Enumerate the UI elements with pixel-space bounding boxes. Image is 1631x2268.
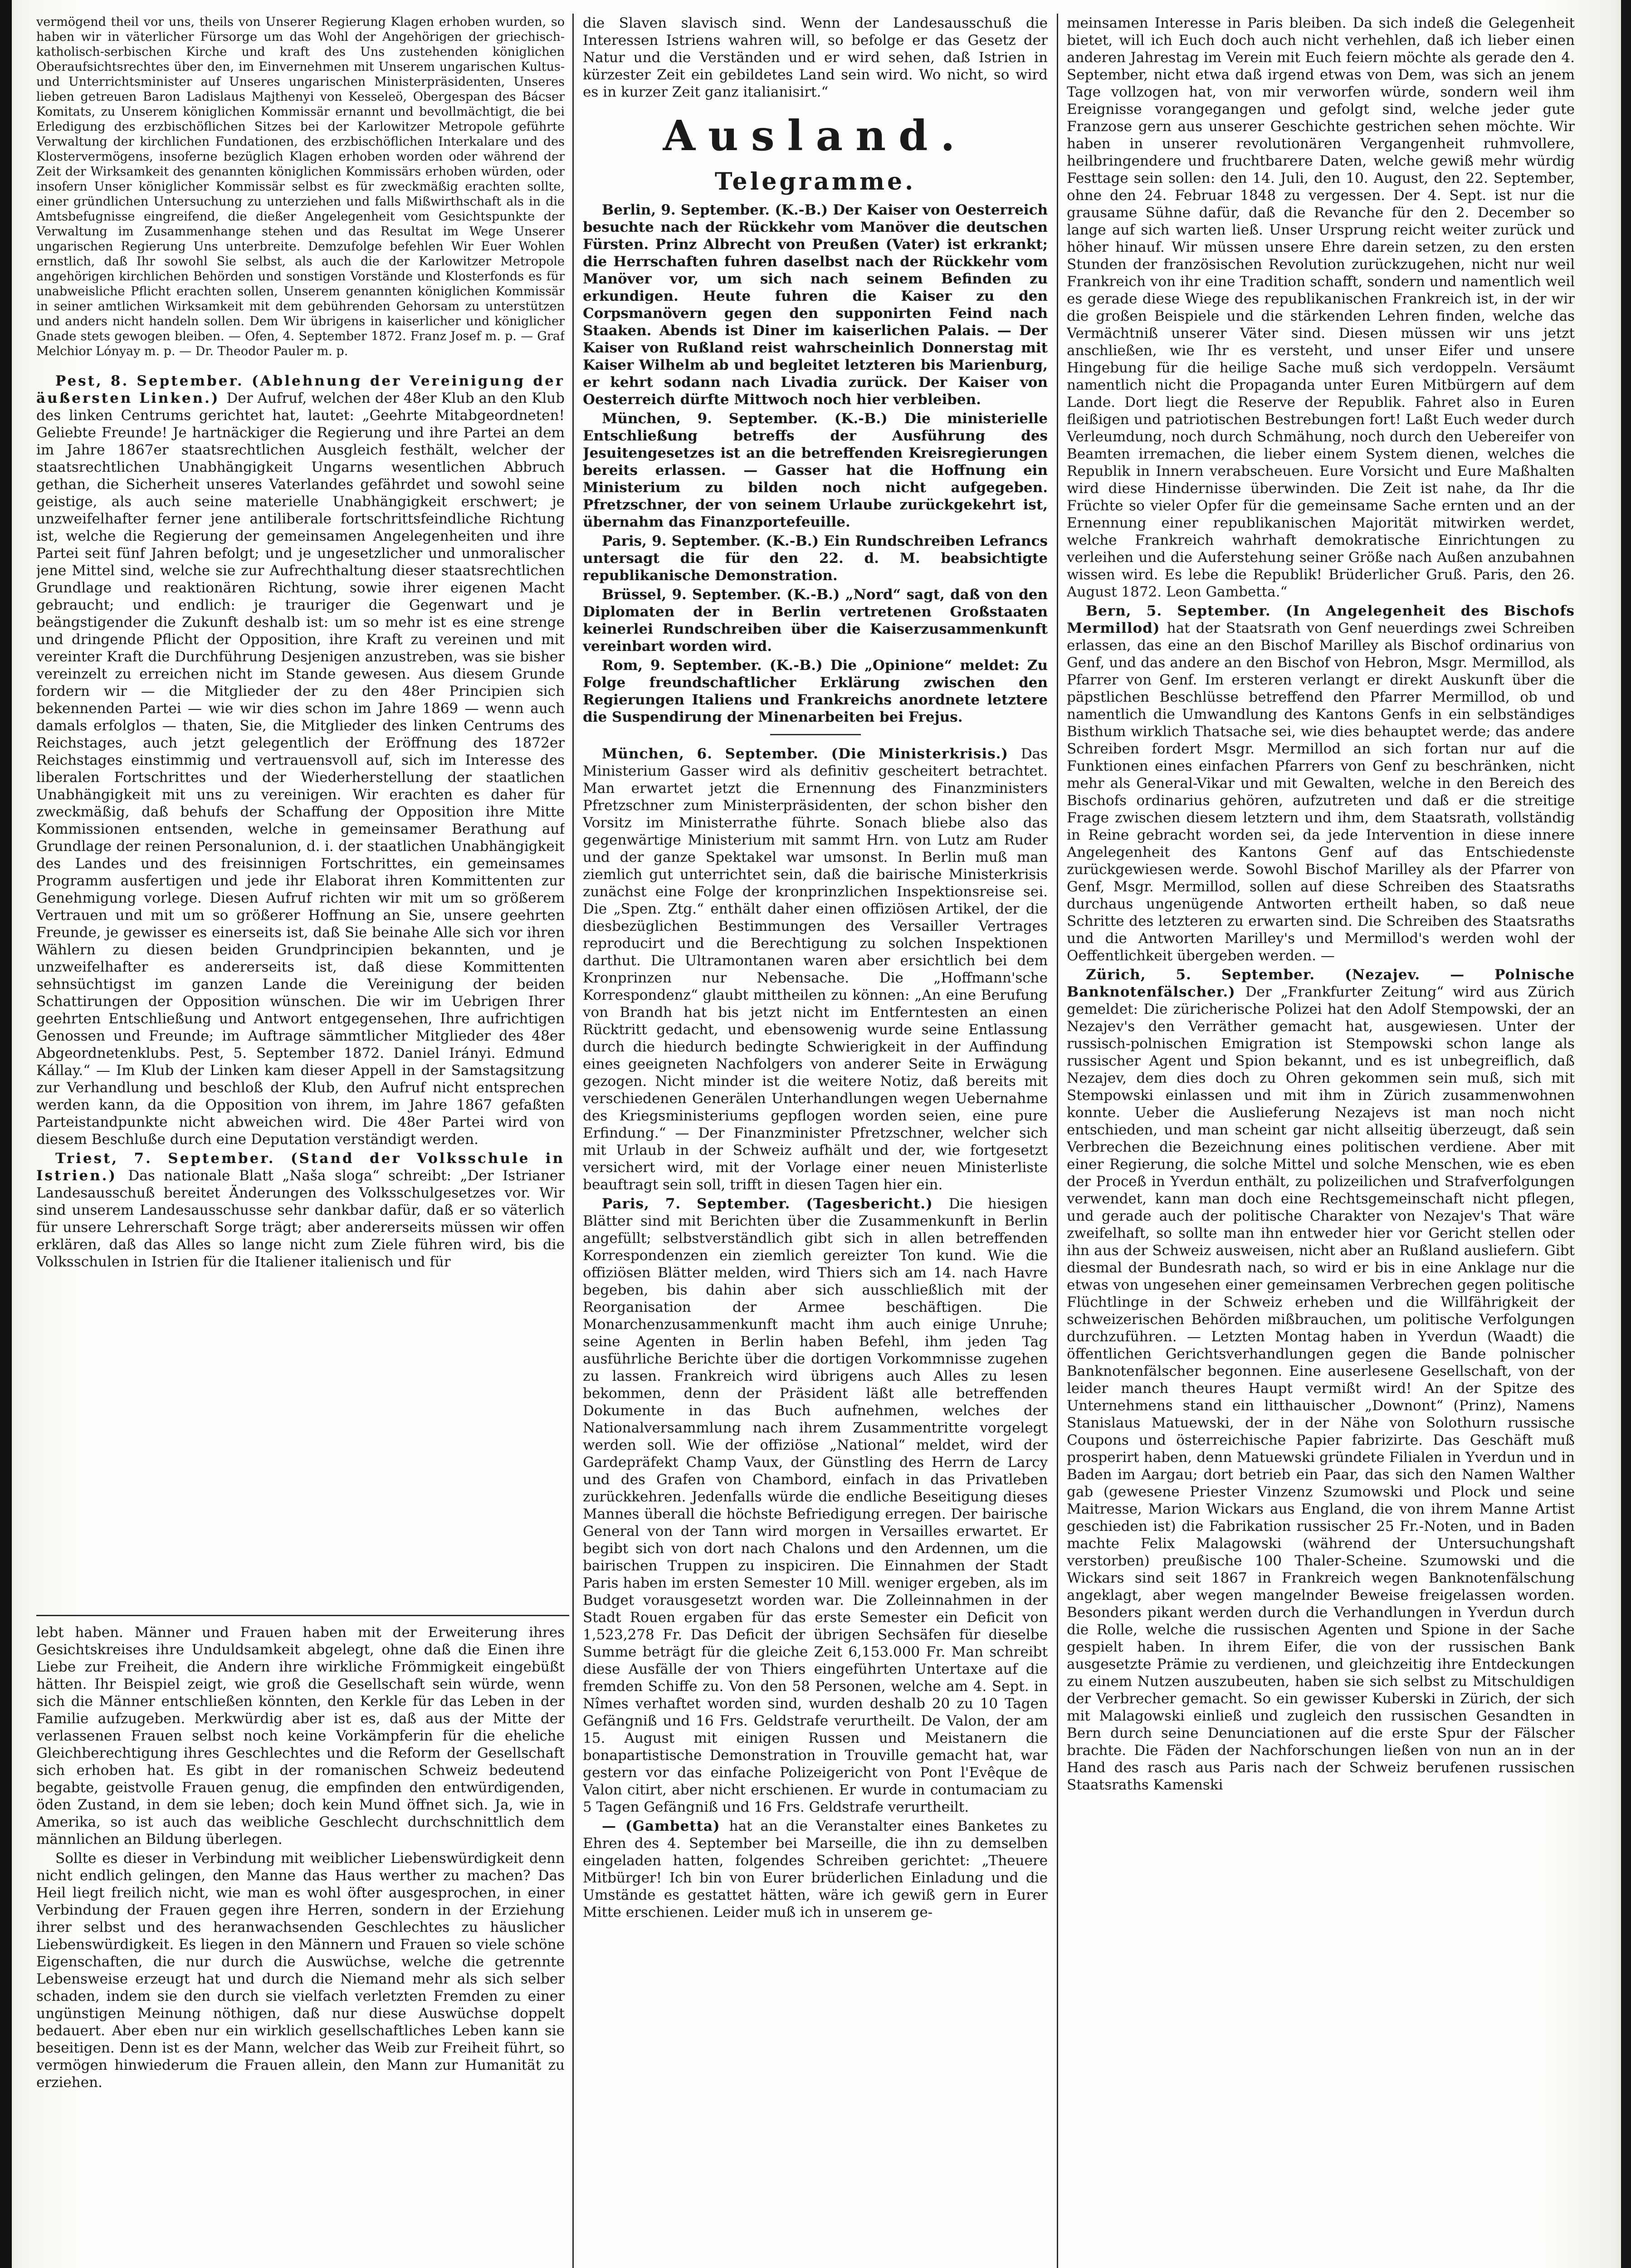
article-zuerich-body: Der „Frankfurter Zeitung“ wird aus Zürich gemeldet: Die züricherische Polizei hat den Adolf Stempowski, der an Nezajev's den Verräther gemacht hat, ausgewiesen. Unter der russisch-polnischen Emigration ist Stempowski schon lange als russischer Agent und Spion bekannt, und es ist unbegreiflich, daß Nezajev, dem dies doch zu Ohren gekommen sein muß, sich mit Stempowski einlassen und mit ihm in Zürich zusammenwohnen konnte. Ueber die Auslieferung Nezajevs ist man noch nicht entschieden, und man scheint gar nicht allseitig überzeugt, daß sein Verbrechen die Bezeichnung eines politischen verdiene. Aber mit einer Regierung, die solche Mittel und solche Menschen, wie es eben der Proceß in Yverdun enthält, zu polizeilichen und Strafverfolgungen verwendet, kann man doch eine Rechtsgemeinschaft nicht pflegen, und gerade auch der politische Charakter von Nezajev's That wäre zweifelhaft, so sollte man ihn entweder hier vor Gericht stellen oder ihn aus der Schweiz ausweisen, nicht aber an Rußland ausliefern. Gibt diesmal der Bundesrath nach, so wird er bis in eine Anklage nur die etwas von ungesehen einer gemeinsamen Verbrechen gegen politische Flüchtlinge in der Schweiz erheben und die Willfährigkeit der schweizerischen Behörden mißbrauchen, um politische Verfolgungen durchzuführen. — Letzten Montag haben in Yverdun (Waadt) die öffentlichen Gerichtsverhandlungen gegen die Bande polnischer Banknotenfälscher begonnen. Eine auserlesene Gesellschaft, von der leider manch theures Haupt vermißt wird! An der Spitze des Unternehmens stand ein litthauischer „Downont“ (Prinz), Namens Stanislaus Matuewski, der in der Nähe von Solothurn russische Coupons und österreichische Papier fabrizirte. Das Geschäft muß prosperirt haben, denn Matuewski gründete Filialen in Yverdun und in Baden im Aargau; dort betrieb ein Paar, das sich den Namen Walther gab (gewesene Priester Vinzenz Szumowski und Plock und seine Maitresse, Marion Wickars aus England, die von ihrem Manne Artist geschieden ist) die Fabrikation russischer 25 Fr.-Noten, und in Baden machte Felix Malagowski (während der Untersuchungshaft verstorben) preußische 100 Thaler-Scheine. Szumowski und die Wickars sind seit 1867 in Frankreich wegen Banknotenfälschung angeklagt, aber wegen mangelnder Beweise freigelassen worden. Besonders pikant werden durch die Verhandlungen in Yverdun durch die Rolle, welche die russischen Agenten und Spione in der Sache gespielt haben. In ihrem Eifer, die von der russischen Bank ausgesetzte Prämie zu verdienen, und gleichzeitig ihre Entdeckungen zu einem Nutzen auszubeuten, haben sie sich selbst zu Mitschuldigen der Verbrecher gemacht. So ein gewisser Kuberski in Zürich, der sich mit Malagowski einließ und zugleich den russischen Gesandten in Bern durch seine Denunciationen auf die erste Spur der Fälscher brachte. Die Fäden der Nachforschungen ließen von nun an in der Hand des rasch aus Paris nach der Schweiz berufenen russischen Staatsraths Kamenski bbox=[1067, 984, 1575, 1793]
article-bern-body: hat der Staatsrath von Genf neuerdings zwei Schreiben erlassen, das eine an den Bischof Marilley als Bischof ordinarius von Genf, und das andere an den Bischof von Hebron, Msgr. Mermillod, als Pfarrer von Genf. Im ersteren verlangt er direkt Auskunft über die päpstlichen Beschlüsse betreffend den Pfarrer Mermillod, ob und namentlich die Umwandlung des Kantons Genfs in ein selbständiges Bisthum wirklich Thatsache sei, wie dies behauptet werde; das andere Schreiben fordert Msgr. Mermillod an sich fortan nur auf die Funktionen eines einfachen Pfarrers von Genf zu beschränken, nicht mehr als General-Vikar und mit Gewalten, welche in den Bereich des Bischofs ordinarius gehören, aufzutreten und daß er die streitige Frage zwischen diesem letztern und ihm, dem Staatsrath, vollständig in Reine gebracht worden sei, da jede Intervention in diese innere Angelegenheit des Kantons Genf auf das Entschiedenste zurückgewiesen werde. Sowohl Bischof Marilley als der Pfarrer von Genf, Msgr. Mermillod, sollen auf diese Schreiben des Staatsraths durchaus ungenügende Antworten ertheilt haben, so daß neue Schritte des letzteren zu erwarten sind. Die Schreiben des Staatsraths und die Antworten Marilley's und Mermillod's werden wohl der Oeffentlichkeit übergeben werden. — bbox=[1067, 620, 1575, 964]
column-3 bbox=[1067, 15, 1575, 2268]
article-zuerich-head: Zürich, 5. September. (Nezajev. — Polnische Banknotenfälscher.) bbox=[1067, 967, 1575, 1000]
article-paris-body: Die hiesigen Blätter sind mit Berichten über die Zusammenkunft in Berlin angefüllt; selbstverständlich gibt sich in allen betreffenden Korrespondenzen ein ziemlich gereizter Ton kund. Wie die offiziösen Blätter melden, wird Thiers sich am 14. nach Havre begeben, bis dahin aber sich ausschließlich mit der Reorganisation der Armee beschäftigen. Die Monarchenzusammenkunft macht ihm auch einige Unruhe; seine Agenten in Berlin haben Befehl, ihm jeden Tag ausführliche Berichte über die dortigen Vorkommnisse zugehen zu lassen. Frankreich wird übrigens auch Alles zu lesen bekommen, denn der Präsident läßt alle betreffenden Dokumente in das Buch aufnehmen, welches der Nationalversammlung nach ihrem Zusammentritte vorgelegt werden soll. Wie der offiziöse „National“ meldet, wird der Gardepräfekt Champ Vaux, der Günstling des Herrn de Larcy und des Grafen von Chambord, einfach in das Privatleben zurückkehren. Jedenfalls würde die endliche Beseitigung dieses Mannes überall die höchste Befriedigung erregen. Der bairische General von der Tann wird morgen in Versailles erwartet. Er begibt sich von dort nach Chalons und den Ardennen, um die bairischen Truppen zu inspiciren. Die Einnahmen der Stadt Paris haben im ersten Semester 10 Mill. weniger ergeben, als im Budget vorausgesetzt worden war. Die Zolleinnahmen in der Stadt Rouen ergaben für das erste Semester ein Deficit von 1,523,278 Fr. Das Deficit der übrigen Sechsäfen für dieselbe Summe beträgt für die gleiche Zeit 6,153.000 Fr. Man schreibt diese Ausfälle der von Thiers eingeführten Untertaxe auf die fremden Schiffe zu. Von den 58 Personen, welche am 4. Sept. in Nîmes verhaftet worden sind, wurden deshalb 20 zu 10 Tagen Gefängniß und 16 Frs. Geldstrafe verurtheilt. De Valon, der am 15. August mit einigen Russen und Meistanern die bonapartistische Demonstration in Trouville gemacht hat, war gestern vor das einfache Polizeigericht von Pont l'Evêque de Valon citirt, aber nicht erschienen. Er wurde in contumaciam zu 5 Tagen Gefängniß und 16 Frs. Geldstrafe verurtheilt. bbox=[583, 1196, 1048, 1815]
article-gambetta-body: hat an die Veranstalter eines Banketes zu Ehren des 4. September bei Marseille, die ihn zu demselben eingeladen hatten, folgendes Schreiben gerichtet: „Theuere Mitbürger! Ich bin von Eurer brüderlichen Einladung und die Umstände es gestattet hätten, wäre ich gewiß gern in Eurer Mitte erschienen. Leider muß ich in unserem ge- bbox=[583, 1818, 1048, 1921]
telegram-rom: Rom, 9. September. (K.-B.) Die „Opinione“ meldet: Zu Folge freundschaftlicher Erklärung zwischen den Regierungen Italiens und Frankreichs anordnete letztere die Suspendirung der Minenarbeiten bei Frejus. bbox=[583, 657, 1048, 725]
article-muenchen bbox=[583, 745, 1048, 1193]
telegram-berlin: Berlin, 9. September. (K.-B.) Der Kaiser von Oesterreich besuchte nach der Rückkehr vom Manöver die deutschen Fürsten. Prinz Albrecht von Preußen (Vater) ist erkrankt; die Herrschaften fuhren daselbst nach der Rückkehr vom Manöver vor, um sich nach seinem Befinden zu erkundigen. Heute fuhren die Kaiser zu den Corpsmanövern gegen den supponirten Feind nach Staaken. Abends ist Diner im kaiserlichen Palais. — Der Kaiser von Rußland reist wahrscheinlich Donnerstag mit Kaiser Wilhelm ab und begleitet letzteren bis Marienburg, er kehrt sodann nach Livadia zurück. Der Kaiser von Oesterreich dürfte Mittwoch noch hier verbleiben. bbox=[583, 202, 1048, 408]
article-pest-body: Der Aufruf, welchen der 48er Klub an den Klub des linken Centrums gerichtet hat, lautet: „Geehrte Mitabgeordneten! Geliebte Freunde! Je hartnäckiger die Regierung und ihre Partei an dem im Jahre 1867er staatsrechtlichen Ausgleich festhält, welcher der staatsrechtlichen Unabhängigkeit Ungarns wesentlichen Abbruch gethan, die Sicherheit unseres Vaterlandes gefährdet und sowohl seine geistige, als auch seine materielle Unabhängigkeit erschwert; je unzweifelhafter ferner jene antiliberale fortschrittsfeindliche Richtung ist, welche die Regierung der gemeinsamen Angelegenheiten und ihre Partei seit fünf Jahren befolgt; und je ungesetzlicher und unmoralischer jene Mittel sind, welche sie zur Aufrechthaltung dieser staatsrechtlichen Grundlage und reaktionären Richtung, sowie ihrer eigenen Macht gebraucht; und endlich: je trauriger die Gegenwart und je beängstigender die Zukunft deshalb ist: um so mehr ist es eine strenge und dringende Pflicht der Opposition, ihre Kraft zu vereinen und mit vereinter Kraft die Durchführung Desjenigen anzustreben, was sie bisher vereinzelt zu erreichen nicht im Stande gewesen. Aus diesem Grunde fordern wir — die Mitglieder der zu den 48er Principien sich bekennenden Partei — wie wir dies schon im Jahre 1869 — wenn auch damals erfolglos — thaten, Sie, die Mitglieder des linken Centrums des Reichstages, auch jetzt gelegentlich der Eröffnung des 1872er Reichstages einstimmig und vertrauensvoll auf, sich im Interesse des liberalen Fortschrittes und der Wiederherstellung der staatlichen Unabhängigkeit mit uns zu vereinigen. Wir erachten es daher für zweckmäßig, daß behufs der Schaffung der Opposition ihre Mitte Kommissionen entsenden, welche in gemeinsamer Berathung auf Grundlage der reinen Personalunion, d. i. der staatlichen Unabhängigkeit des Landes und des freisinnigen Fortschrittes, ein gemeinsames Programm ausfertigen und jede ihr Elaborat ihren Kommittenten zur Genehmigung vorlege. Diesen Aufruf richten wir mit um so größerem Vertrauen und mit um so größerer Hoffnung an Sie, unsere geehrten Freunde, je gewisser es einerseits ist, daß Sie beinahe Alle sich vor ihren Wählern zu diesen beiden Grundprincipien bekannten, und je unzweifelhafter es andererseits ist, daß diese Kommittenten sehnsüchtigst im ganzen Lande die Vereinigung der beiden Schattirungen der Opposition wünschen. Die wir im Uebrigen Ihrer geehrten Entschließung und Antwort entgegensehen, Ihre aufrichtigen Genossen und Freunde; im Auftrage sämmtlicher Mitglieder des 48er Abgeordnetenklubs. Pest, 5. September 1872. Daniel Irányi. Edmund Kállay.“ — Im Klub der Linken kam dieser Appell in der Samstagsitzung zur Verhandlung und beschloß der Klub, den Aufruf nicht entsprechen werden kann, da die Opposition von ihrem, im Jahre 1867 gefaßten Parteistandpunkte nicht abweichen wird. Die 48er Partei wird von diesem Beschluße durch eine Deputation verständigt werden. bbox=[36, 390, 565, 1148]
scan-edge-right bbox=[1621, 0, 1631, 2268]
article-muenchen-body: Das Ministerium Gasser wird als definitiv gescheitert betrachtet. Man erwartet jetzt die Ernennung des Finanzministers Pfretzschner zum Ministerpräsidenten, der schon bisher den Vorsitz im Ministerrathe führte. Sonach bliebe also das gegenwärtige Ministerium mit sammt Hrn. von Lutz am Ruder und der ganze Spektakel war umsonst. In Berlin muß man ziemlich gut unterrichtet sein, daß die bairische Ministerkrisis zunächst eine Folge der kronprinzlichen Inspektionsreise sei. Die „Spen. Ztg.“ enthält daher einen offiziösen Artikel, der die diesbezüglichen Bestimmungen des Versailler Vertrages reproducirt und die Berechtigung zu solchen Inspektionen darthut. Die Ultramontanen waren aber ersichtlich bei dem Kronprinzen nur Nebensache. Die „Hoffmann'sche Korrespondenz“ glaubt mittheilen zu können: „An eine Berufung von Brandh hat bis jetzt nicht im Entferntesten an einen Rücktritt gedacht, und ebensowenig wurde seine Entlassung durch die hiedurch bedingte Schwierigkeit in der Auffindung eines geeigneten Nachfolgers von anderer Seite in Erwägung gezogen. Nicht minder ist die weitere Notiz, daß bereits mit verschiedenen Generälen Unterhandlungen wegen Uebernahme des Kriegsministeriums gepflogen worden seien, eine pure Erfindung.“ — Der Finanzminister Pfretzschner, welcher sich mit Urlaub in der Schweiz aufhält und der, wie fortgesetzt versichert wird, mit der Vorlage einer neuen Ministerliste beauftragt sein soll, trifft in diesen Tagen hier ein. bbox=[583, 746, 1048, 1193]
article-bern bbox=[1067, 602, 1575, 964]
article-triest bbox=[36, 1150, 565, 1271]
article-triest-body: Das nationale Blatt „Naša sloga“ schreibt: „Der Istrianer Landesausschuß bereitet Änderungen des Volksschulgesetzes vor. Wir sind unserem Landesausschusse sehr dankbar dafür, daß er so väterlich für unsere Lehrerschaft Sorge trägt; aber andererseits müssen wir offen erklären, daß das Alles so lange nicht zum Ziele führen wird, bis die Volksschulen in Istrien für die Italiener italienisch und für bbox=[36, 1168, 565, 1270]
telegram-title: Telegramme. bbox=[714, 168, 916, 196]
section-title-ausland: Ausland. bbox=[663, 111, 968, 160]
telegram-list bbox=[583, 201, 1048, 726]
telegram-muenchen: München, 9. September. (K.-B.) Die ministerielle Entschließung betreffs der Ausführung des Jesuitengesetzes ist an die betreffenden Kreisregierungen bereits erlassen. — Gasser hat die Hoffnung ein Ministerium zu bilden noch nicht aufgegeben. Pfretzschner, der von seinem Urlaube zurückgekehrt ist, übernahm das Finanzportefeuille. bbox=[583, 411, 1048, 530]
article-gambetta bbox=[583, 1818, 1048, 1921]
telegram-paris: Paris, 9. September. (K.-B.) Ein Rundschreiben Lefrancs untersagt die für den 22. d. M. beabsichtigte republikanische Demonstration. bbox=[583, 533, 1048, 584]
article-gambetta-head: — (Gambetta) bbox=[602, 1818, 729, 1834]
article-bern-head: Bern, 5. September. (In Angelegenheit des Bischofs Mermillod) bbox=[1067, 603, 1575, 636]
article-paris bbox=[583, 1195, 1048, 1816]
gambetta-continued: meinsamen Interesse in Paris bleiben. Da sich indeß die Gelegenheit bietet, will ich Euch doch auch nicht verhehlen, daß ich lieber einen anderen Jahrestag im Verein mit Euch feiern möchte als gerade den 4. September, nicht etwa daß irgend etwas von Dem, was sich an jenem Tage vollzogen hat, von mir verworfen würde, sondern weil ihm Ereignisse vorangegangen und gefolgt sind, welche jeder gute Franzose gern aus unserer Geschichte gestrichen sehen möchte. Wir haben in unserer revolutionären Vergangenheit ruhmvollere, heilbringendere und fruchtbarere Daten, welche gewiß mehr würdig Festtage sein sollen: den 14. Juli, den 10. August, den 22. September, ohne den 24. Februar 1848 zu vergessen. Der 4. Sept. ist nur die grausame Sühne dafür, daß die Revanche für den 2. December so lange auf sich warten ließ. Unser Ursprung reicht weiter zurück und höher hinauf. Wir müssen unsere Ehre darein setzen, zu den ersten Stunden der französischen Revolution zurückzugehen, nicht nur weil Frankreich von ihr eine Tradition schafft, sondern und namentlich weil es gerade diese Wiege des republikanischen Frankreich ist, in der wir die großen Beispiele und die stärkenden Lehren finden, welche das Vermächtniß unserer Väter sind. Diesen müssen wir uns jetzt anschließen, wie Ihr es versteht, und unser Eifer und unsere Hingebung für die heilige Sache muß sich verdoppeln. Versäumt namentlich nicht die Propaganda unter Euren Mitbürgern auf dem Lande. Dort liegt die Reserve der Republik. Fahret also in Euren fleißigen und patriotischen Bestrebungen fort! Laßt Euch weder durch Verleumdung, noch durch Schmähung, noch durch den Uebereifer von Beamten irremachen, die lieber einem System dienen, welches die Republik in Innern verabscheuen. Eure Vorsicht und Eure Maßhalten wird diese Hindernisse überwinden. Die Zeit ist nahe, da Ihr die Früchte so vieler Opfer für die gemeinsame Sache ernten und an der Ernennung einer republikanischen Majorität mitwirken werdet, welche Frankreich wahrhaft demokratische Einrichtungen zu verleihen und die Auferstehung seiner Größe nach Außen anzubahnen wissen wird. Es lebe die Republik! Brüderlicher Gruß. Paris, den 26. August 1872. Leon Gambetta.“ bbox=[1067, 15, 1575, 600]
column-rule-1 bbox=[572, 14, 574, 2268]
column1-section-rule bbox=[36, 1615, 569, 1616]
column-1-lower bbox=[36, 1624, 565, 2268]
feuilleton-paragraph-1: lebt haben. Männer und Frauen haben mit der Erweiterung ihres Gesichtskreises ihre Unduldsamkeit abgelegt, ohne daß die Einen ihre Liebe zur Freiheit, die Andern ihre wirkliche Frömmigkeit eingebüßt hätten. Ihr Beispiel zeigt, wie groß die Gesellschaft sein würde, wenn sich die Männer entschließen könnten, den Kerkle für das Leben in der Familie aufzugeben. Merkwürdig aber ist es, daß aus der Mitte der verlassenen Frauen selbst noch keine Vorkämpferin für die eheliche Gleichberechtigung ihres Geschlechtes und die Reform der Gesellschaft sich erhoben hat. Es gibt in der romanischen Schweiz bedeutend begabte, geistvolle Frauen genug, die empfinden den entwürdigenden, öden Zustand, in dem sie leben; doch kein Mund öffnet sich. Ja, wie in Amerika, so ist auch das weibliche Geschlecht durchschnittlich dem männlichen an Bildung überlegen. bbox=[36, 1624, 565, 1848]
article-triest-head: Triest, 7. September. (Stand der Volksschule in Istrien.) bbox=[36, 1150, 565, 1184]
column-rule-2 bbox=[1057, 14, 1058, 2268]
triest-continued: die Slaven slavisch sind. Wenn der Landesausschuß die Interessen Istriens wahren will, so befolge er das Gesetz der Natur und die Verständen und er wird sehen, daß Istrien in kürzester Zeit ein gebildetes Land sein wird. Wo nicht, so wird es in kurzer Zeit ganz italianisirt.“ bbox=[583, 15, 1048, 100]
telegram-divider bbox=[770, 734, 861, 735]
article-pest bbox=[36, 372, 565, 1148]
decree-text: vermögend theil vor uns, theils von Unserer Regierung Klagen erhoben wurden, so haben wir in väterlicher Fürsorge um das Wohl der Angehörigen der griechisch-katholisch-serbischen Kirche und kraft des Uns zustehenden königlichen Oberaufsichtsrechtes über den, im Einvernehmen mit Unserem ungarischen Kultus- und Unterrichtsminister auf Unseres ungarischen Ministerpräsidenten, Unseres lieben getreuen Baron Ladislaus Majthenyi von Kesseleö, Obergespan des Bácser Komitats, zu Unserem königlichen Kommissär ernannt und bevollmächtigt, die bei Erledigung des erzbischöflichen Sitzes bei der Karlowitzer Metropole geführte Verwaltung der kirchlichen Fundationen, des erzbischöflichen Interkalare und des Klostervermögens, insoferne bezüglich Klagen erhoben worden oder während der Zeit der Wirksamkeit des genannten königlichen Kommissärs erhoben würden, oder insofern Unser königlicher Kommissär selbst es für zweckmäßig erachten sollte, einer gründlichen Untersuchung zu unterziehen und falls Mißwirthschaft als in die Amtsbefugnisse eingreifend, die dießer Angelegenheit vom Gesichtspunkte der Verwaltung im Zusammenhange stehen und das Resultat im Wege Unserer ungarischen Regierung Uns unterbreite. Demzufolge befehlen Wir Euer Wohlen ernstlich, daß Ihr sowohl Sie selbst, als auch die der Karlowitzer Metropole angehörigen kirchlichen Behörden und sonstigen Vorstände und Klosterfonds es für unabweisliche Pflicht erachten sollen, Unserem genannten königlichen Kommissär in seiner amtlichen Wirksamkeit mit dem gebührenden Gehorsam zu unterstützen und anders nicht handeln sollen. Dem Wir übrigens in kaiserlicher und königlicher Gnade stets gewogen bleiben. — Ofen, 4. September 1872. Franz Josef m. p. — Graf Melchior Lónyay m. p. — Dr. Theodor Pauler m. p. bbox=[36, 15, 565, 358]
article-pest-head: Pest, 8. September. (Ablehnung der Vereinigung der äußersten Linken.) bbox=[36, 373, 565, 406]
column-1-upper bbox=[36, 15, 565, 1611]
article-zuerich bbox=[1067, 966, 1575, 1794]
scan-edge-left bbox=[0, 0, 12, 2268]
column-2 bbox=[583, 15, 1048, 2268]
feuilleton-paragraph-2: Sollte es dieser in Verbindung mit weiblicher Liebenswürdigkeit denn nicht endlich gelingen, den Manne das Haus werther zu machen? Das Heil liegt freilich nicht, wie man es wohl öfter ausgesprochen, in einer Verbindung der Frauen gegen ihre Herren, sondern in der Erziehung ihrer selbst und des heranwachsenden Geschlechtes zu häuslicher Liebenswürdigkeit. Es liegen in den Männern und Frauen so viele schöne Eigenschaften, die nur durch die Auswüchse, welche die getrennte Lebensweise erzeugt hat und durch die Niemand mehr als sich selber schaden, indem sie den durch sie vielfach verletzten Fremden zu einer ungünstigen Meinung nöthigen, daß nur diese Auswüchse doppelt bedauert. Aber eben nur ein wirklich gesellschaftliches Leben kann sie beseitigen. Denn ist es der Mann, welcher das Weib zur Freiheit führt, so vermögen hinwiederum die Frauen allein, den Mann zur Humanität zu erziehen. bbox=[36, 1850, 565, 2091]
article-paris-head: Paris, 7. September. (Tagesbericht.) bbox=[602, 1196, 949, 1212]
telegram-bruessel: Brüssel, 9. September. (K.-B.) „Nord“ sagt, daß von den Diplomaten der in Berlin vertretenen Großstaaten keinerlei Rundschreiben über die Kaiserzusammenkunft vereinbart worden wird. bbox=[583, 587, 1048, 655]
article-muenchen-head: München, 6. September. (Die Ministerkrisis.) bbox=[602, 746, 1021, 762]
